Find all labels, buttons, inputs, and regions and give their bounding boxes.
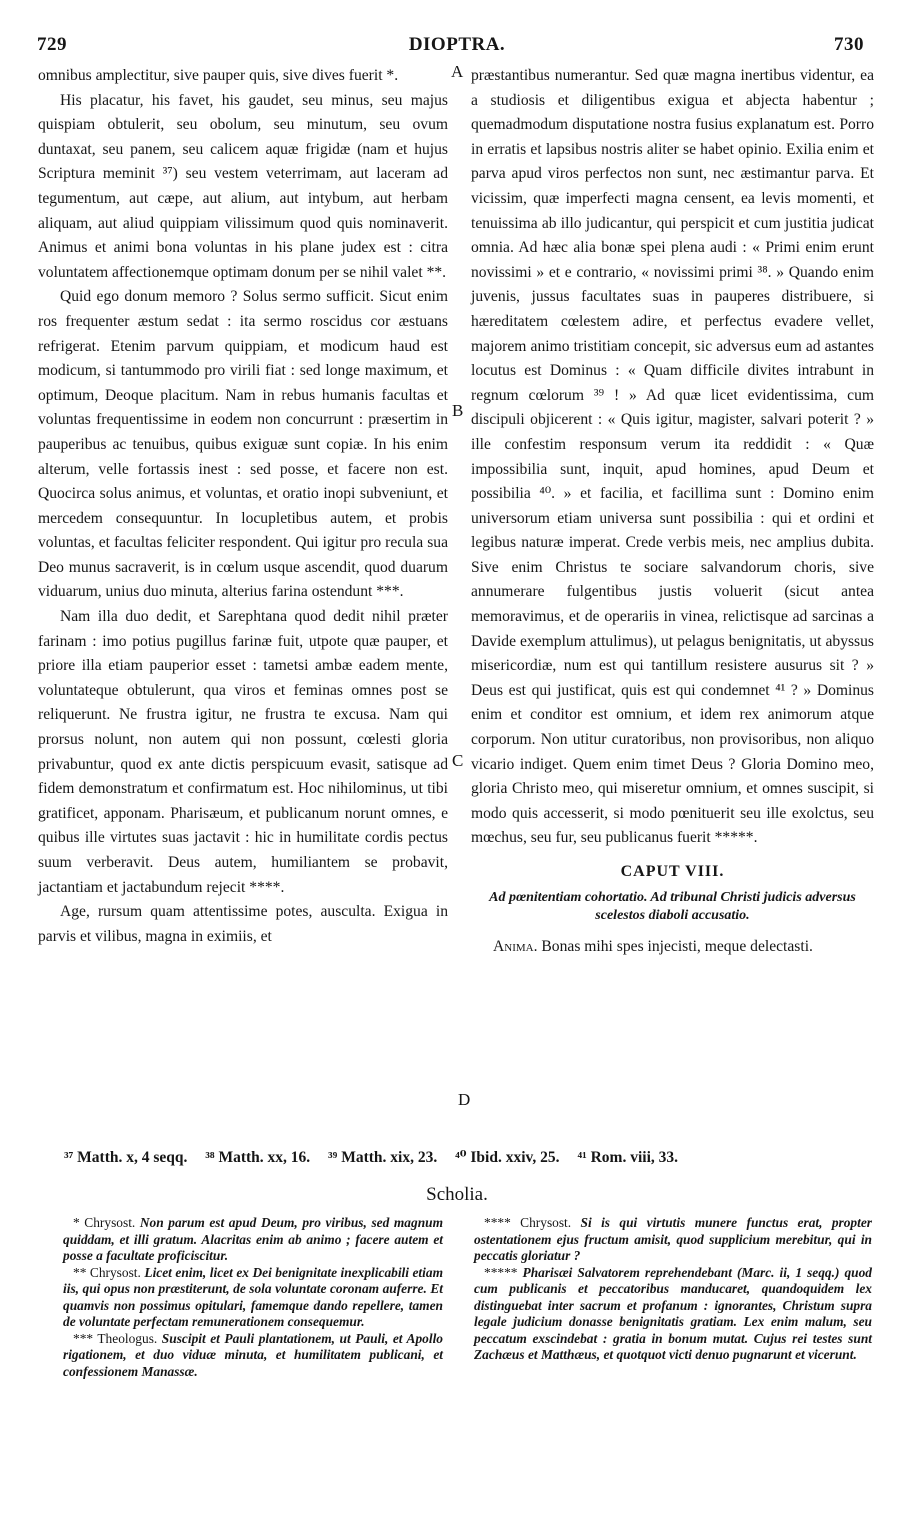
scholion-text: Si is qui virtutis munere functus erat, propter ostentationem ejus fructum amisit, quod supplicium merebitur, qui in peccatis gloriatur ? <box>474 1215 873 1263</box>
scholion-text: Pharisæi Salvatorem reprehendebant (Marc. ii, 1 seqq.) quod cum publicanis et peccatoribus manducaret, quandoquidem lex distinguebat inter sacrum et profanum : ignorantes, Christum supra legale judicium donasse benignitatis gratiam. Lex enim malum, seu peccatum exscindebat : gratia in bonum mutat. Cujus rei testes sunt Zachæus et Matthæus, et quotquot victi denuo pugnarunt et vicerunt. <box>474 1264 872 1362</box>
scholion-author: **** Chrysost. <box>484 1215 572 1230</box>
paragraph: præstantibus numerantur. Sed quæ magna inertibus videntur, ea a studiosis et diligentibus exigua et abjecta habentur ; quemadmodum disputatione nostra fusius explanatum est. Porro in erratis et lapsibus nostris aliter se habet opinio. Exilia enim et parva apud viros perfectos non sunt, nec æstimantur parva. Et vicissim, quæ imperfecti magna censent, ea levis momenti, et tenuissima ab illo judicantur, qui perspicit et cum justitia judicat omnia. Ad hæc alia bonæ spei plena audi : « Primi enim erunt novissimi » et e contrario, « novissimi primi ³⁸. » Quando enim juvenis, jussus facultates suas in pauperes distribuere, si hæreditatem cœlestem adire, et perfectus evadere vellet, majorem animo tristitiam concepit, sic adversus eum ad astantes locutus est Dominus : « Quam difficile divites intrabunt in regnum cœlorum ³⁹ ! » Ad quæ licet evidentissima, cum discipuli objicerent : « Quis igitur, magister, salvari poterit ? » ille confestim responsum verum ita reddidit : « Quæ impossibilia sunt, inquit, apud homines, apud Deum et possibilia ⁴⁰. » et facilia, et facillima sunt : Domino enim universorum etiam universa sunt possibilia : qui et ordini et legibus naturæ imperat. Crede verbis meis, nec amplius dubita. Sive enim Christus te sociare salvandorum choris, sive annumerare fulgentibus justis voluerit (sicut antea memoravimus, et de operariis in vinea, relictisque ad sarcinas a Davide exemplum attulimus), ut pelagus benignitatis, ut abyssus misericordiæ, num est qui tantillum resistere ausurus sit ? » Deus est qui justificat, quis est qui condemnet ⁴¹ ? » Dominus enim et conditor est omnium, et idem rex animorum atque corporum. Non utitur curatoribus, non provisoribus, non aliquo vicario indiget. Quem enim timet Deus ? Gloria Domino meo, gloria Christo meo, qui miseretur omnium, et omnes suscipit, si modo quis accesserit, si modo pœnituerit seu ille exolctus, seu mœchus, seu fur, seu publicanus fuerit *****. <box>471 67 874 847</box>
scholion-text: Non parum est apud Deum, pro viribus, sed magnum quiddam, et illi gratum. Alacritas enim ab animo ; facere autem et posse a facultate proficiscitur. <box>63 1215 444 1263</box>
paragraph: Quid ego donum memoro ? Solus sermo sufficit. Sicut enim ros frequenter æstum sedat : ita sermo roscidus cor æstuans refrigerat. Etenim parvum quippiam, et modicum haud est modicum, si tantummodo pro virili fiat : sed longe maximum, et optimum, Deoque placitum. Nam in rebus humanis facultas et voluntas frequentissime in eodem non concurrunt : præsertim in pauperibus ac tenuibus, quibus exiguæ sunt copiæ. In his enim alterum, velle fortassis inest : sed posse, et facere non est. Quocirca solus animus, et voluntas, et oratio inopi subveniunt, et mercedem consequuntur. In locupletibus autem, et probis voluntas, et facultas feliciter respondent. Qui igitur pro recula sua Deo munus sacraverit, is in cœlum usque ascendit, quod duarum viduarum, unius duo minuta, alterius farina ostendunt ***. <box>38 288 448 601</box>
left-text-column <box>38 64 448 949</box>
page-number-right: 730 <box>834 34 864 55</box>
footnote: ⁴¹ Rom. viii, 33. <box>577 1149 679 1166</box>
footnote: ³⁷ Matth. x, 4 seqq. <box>64 1149 188 1166</box>
paragraph: Nam illa duo dedit, et Sarephtana quod dedit nihil præter farinam : imo potius pugillus farinæ fuit, utpote quæ pauper, et priore illa etiam pauperior esset : tametsi ambæ eadem mente, voluntateque obtulerunt, qua viros et feminas omnes post se reliquerunt. Ne frustra igitur, ne frustra te excusa. Nam qui prorsus nolunt, non autem qui non possunt, cœlesti gloria privabuntur, quod ex ante dictis perspicuum evasit, satisque ad fidem demonstratum et confirmatum est. Hoc nihilominus, ut tibi gratificet, apponam. Pharisæum, et publicanum norunt omnes, e quibus ille virtutes suas jactavit : hic in humilitate cordis pectus suum verberavit. Deus autem, humiliantem se probavit, jactantiam et jactabundum rejecit ****. <box>38 608 448 896</box>
scholia-right-column <box>474 1215 872 1364</box>
chapter-summary: Ad pœnitentiam cohortatio. Ad tribunal Christi judicis adversus scelestos diaboli accusatio. <box>489 889 856 923</box>
right-text-column <box>471 64 874 959</box>
scholion-text: Licet enim, licet ex Dei benignitate inexplicabili etiam iis, qui opus non præstiterunt, de sola voluntate coronam auferre. Et quamvis non possimus opitulari, famemque dando repellere, tamen de voluntate perfectam remunerationem consequemur. <box>63 1264 443 1329</box>
scholion <box>63 1265 443 1331</box>
paragraph: His placatur, his favet, his gaudet, seu minus, seu majus quispiam obtulerit, seu obolum, seu minutum, seu ovum duntaxat, seu panem, seu calicem aquæ frigidæ (nam et hujus Scripturа meminit ³⁷) seu vestem veterrimam, aut laceram ad tegumentum, aut cæpe, aut alium, aut intybum, aut herbam aliquam, aut aliud quippiam vilissimum quod quis nominaverit. Animus et animi bona voluntas in his plane judex est : citra voluntatem affectionemque optimam donum per se nihil valet **. <box>38 91 448 281</box>
page-number-left: 729 <box>37 34 67 55</box>
running-title: DIOPTRA. <box>408 34 506 55</box>
scholion <box>63 1215 443 1265</box>
paragraph: omnibus amplectitur, sive pauper quis, sive dives fuerit *. <box>38 67 399 84</box>
footnotes-line <box>64 1147 854 1167</box>
scholion-author: *** Theologus. <box>73 1330 158 1346</box>
scholion <box>63 1331 443 1381</box>
scholion-text: Suscipit et Pauli plantationem, ut Pauli, et Apollo rigationem, et duo viduæ minuta, et humilitatem publicani, et confessionem Manassæ. <box>63 1330 443 1379</box>
scholion-author: * Chrysost. <box>73 1215 136 1230</box>
margin-letter-b: B <box>452 401 464 420</box>
scholion-author: ** Chrysost. <box>73 1264 141 1280</box>
margin-letter-a: A <box>451 62 464 81</box>
scholia-left-column <box>63 1215 443 1380</box>
footnote: ³⁹ Matth. xix, 23. <box>328 1149 438 1166</box>
speaker-label: Anima. <box>493 937 538 955</box>
dialogue-paragraph <box>471 935 874 960</box>
margin-letter-d: D <box>458 1090 471 1109</box>
scholion <box>474 1215 872 1265</box>
scholion-author: ***** <box>484 1264 518 1280</box>
footnote: ³⁸ Matth. xx, 16. <box>205 1149 311 1166</box>
margin-letter-c: C <box>452 751 464 770</box>
scholion <box>474 1265 872 1364</box>
dialogue-text: Bonas mihi spes injecisti, meque delectasti. <box>541 937 813 955</box>
scholia-title: Scholia. <box>426 1184 488 1205</box>
chapter-heading: CAPUT VIII. <box>620 863 725 880</box>
footnote: ⁴⁰ Ibid. xxiv, 25. <box>455 1149 560 1166</box>
paragraph: Age, rursum quam attentissime potes, ausculta. Exigua in parvis et vilibus, magna in eximiis, et <box>38 903 448 945</box>
